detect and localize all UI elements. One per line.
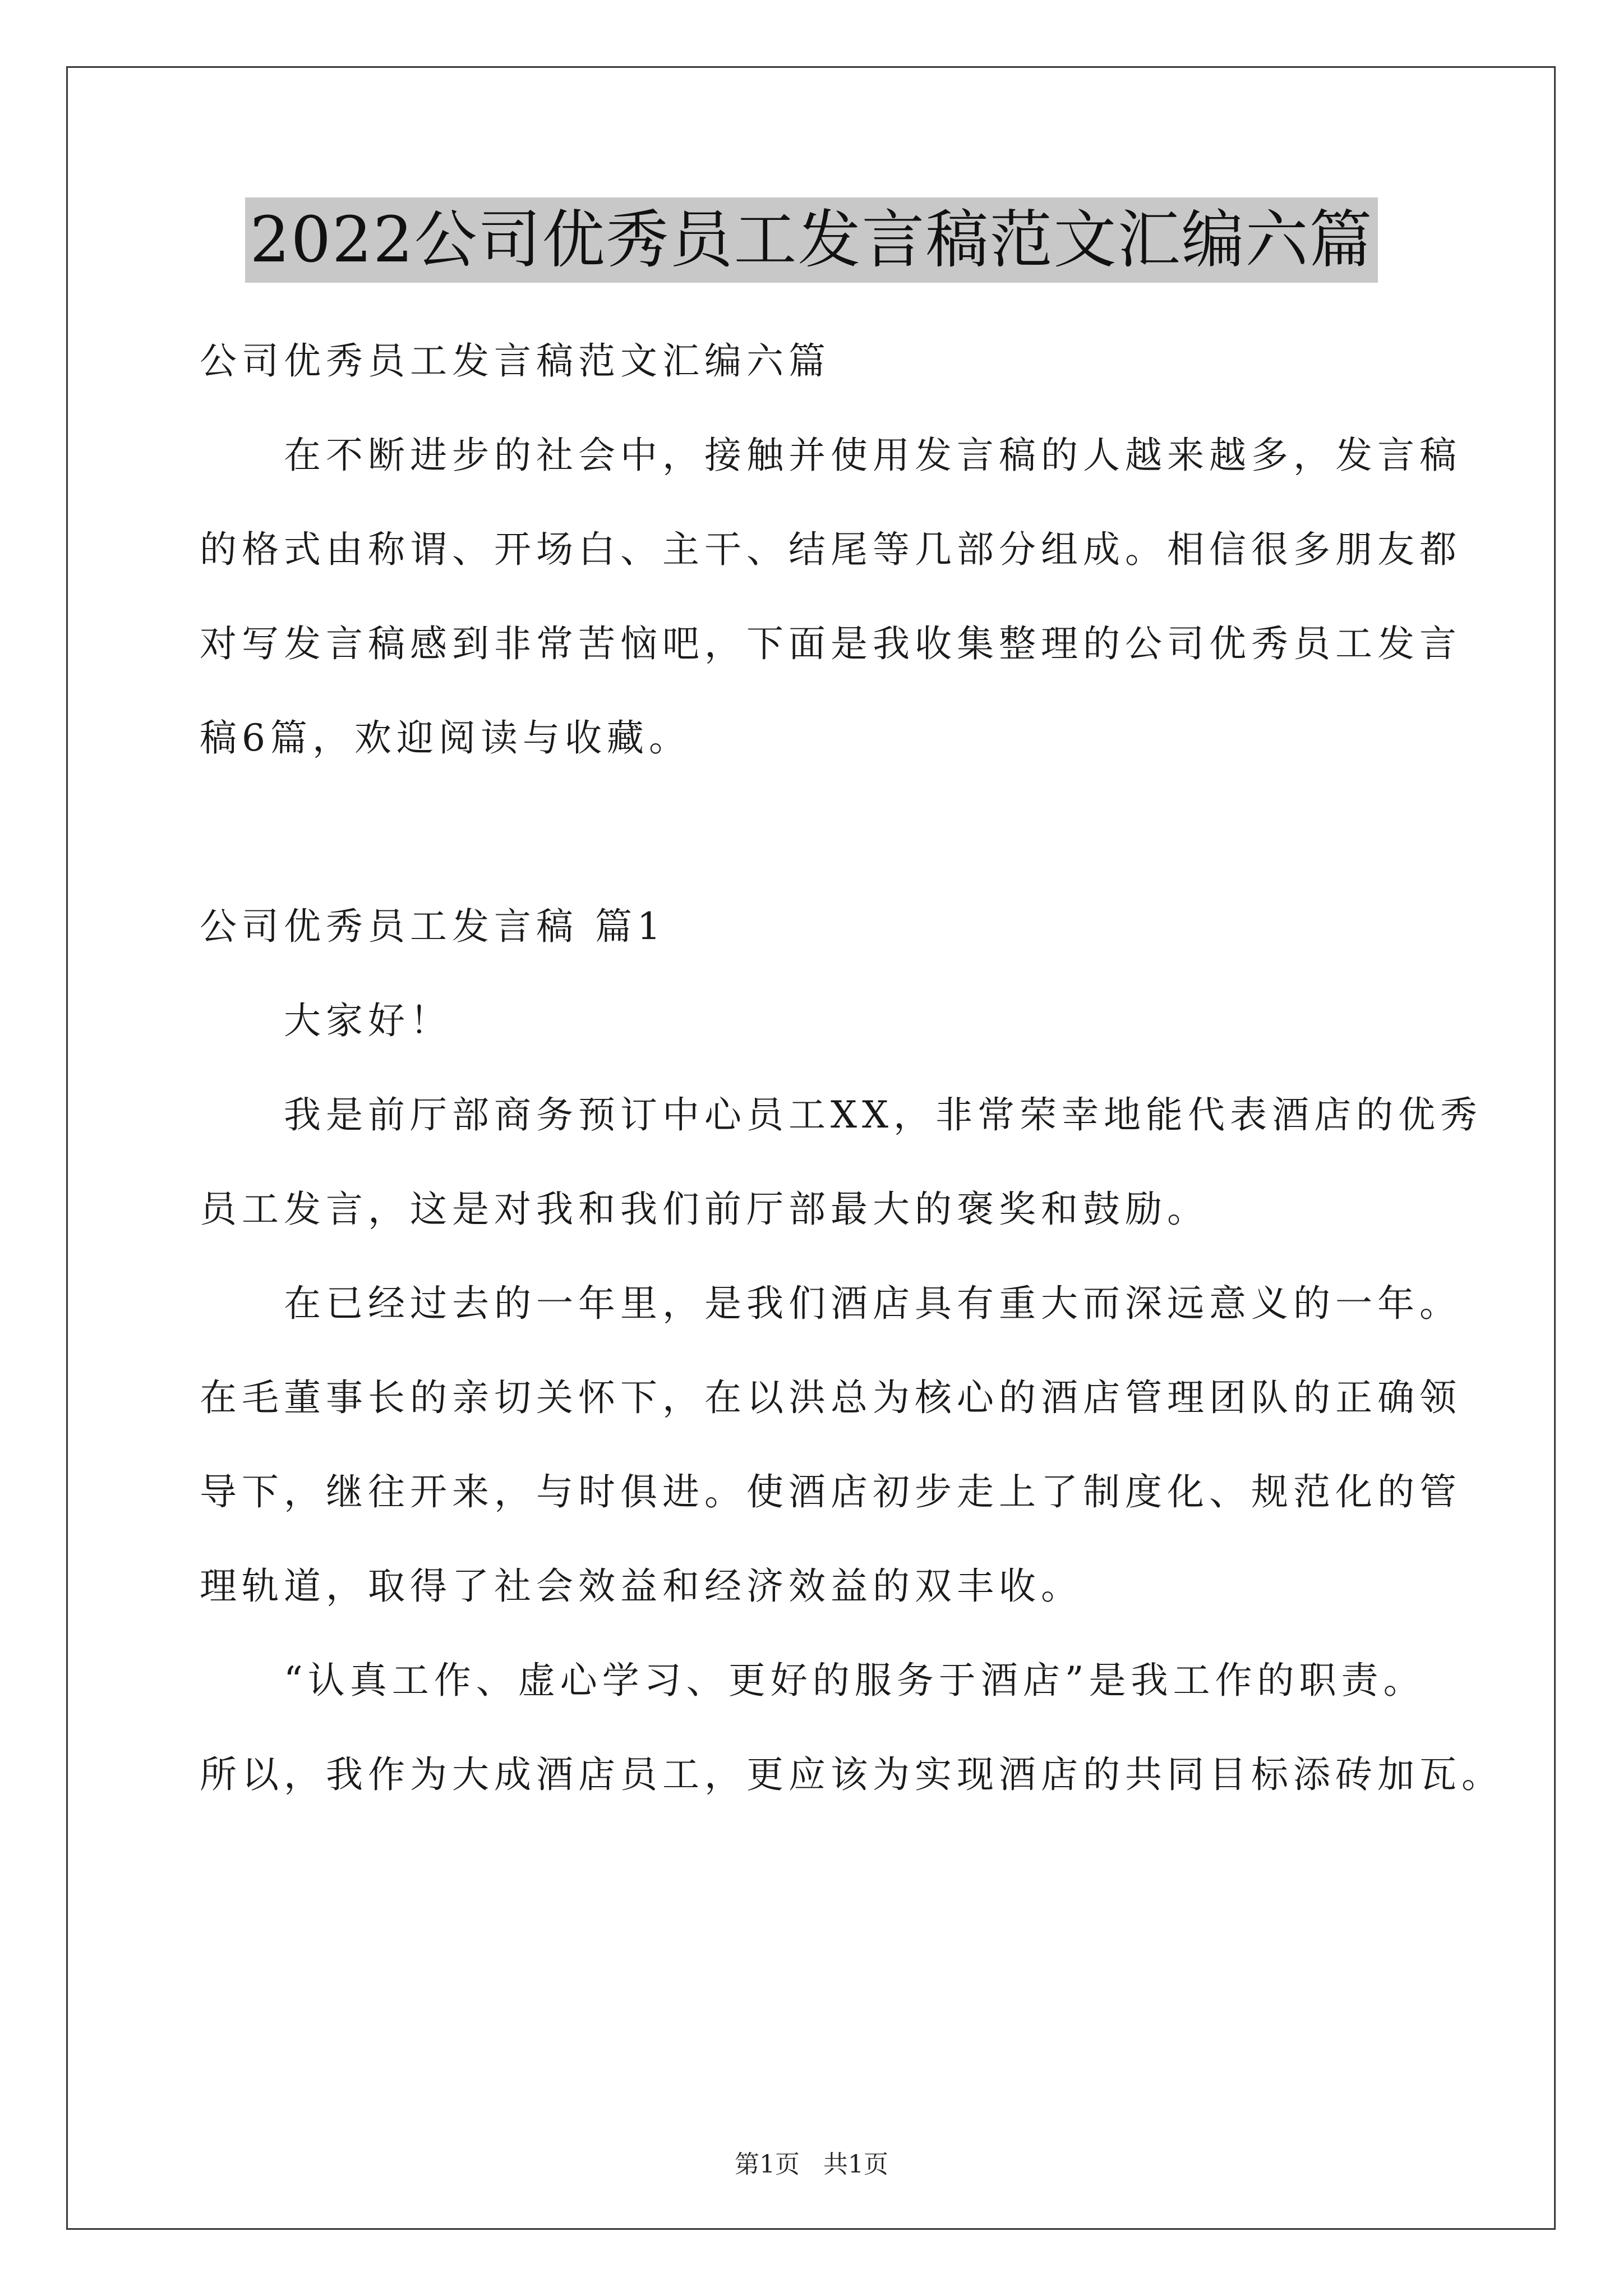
title-container [0, 197, 1623, 283]
document-title: 2022公司优秀员工发言稿范文汇编六篇 [245, 197, 1377, 283]
page-footer [0, 2144, 1623, 2180]
intro-line: 稿6篇，欢迎阅读与收藏。 [200, 716, 691, 760]
intro-line: 对写发言稿感到非常苦恼吧，下面是我收集整理的公司优秀员工发言 [200, 622, 1461, 665]
paragraph-line: 所以，我作为大成酒店员工，更应该为实现酒店的共同目标添砖加瓦。 [200, 1753, 1504, 1796]
paragraph-line: 在毛董事长的亲切关怀下，在以洪总为核心的酒店管理团队的正确领 [200, 1376, 1461, 1419]
intro-line: 的格式由称谓、开场白、主干、结尾等几部分组成。相信很多朋友都 [200, 528, 1461, 571]
greeting: 大家好！ [284, 999, 452, 1042]
paragraph-line: 我是前厅部商务预订中心员工XX，非常荣幸地能代表酒店的优秀 [284, 1093, 1482, 1137]
page-total: 共1页 [823, 2150, 888, 2179]
paragraph-line: 在已经过去的一年里，是我们酒店具有重大而深远意义的一年。 [284, 1282, 1461, 1325]
paragraph-gap [200, 785, 1433, 880]
document-body [200, 314, 1504, 1822]
intro-line: 在不断进步的社会中，接触并使用发言稿的人越来越多，发言稿 [284, 434, 1461, 477]
document-subtitle: 公司优秀员工发言稿范文汇编六篇 [200, 339, 831, 383]
paragraph-line: 员工发言，这是对我和我们前厅部最大的褒奖和鼓励。 [200, 1188, 1209, 1231]
paragraph-line: 理轨道，取得了社会效益和经济效益的双丰收。 [200, 1565, 1083, 1608]
page-number: 第1页 [735, 2150, 800, 2179]
paragraph-line: 导下，继往开来，与时俱进。使酒店初步走上了制度化、规范化的管 [200, 1470, 1461, 1513]
paragraph-line: “认真工作、虚心学习、更好的服务于酒店”是我工作的职责。 [284, 1659, 1426, 1702]
section-heading: 公司优秀员工发言稿 篇1 [200, 905, 666, 948]
